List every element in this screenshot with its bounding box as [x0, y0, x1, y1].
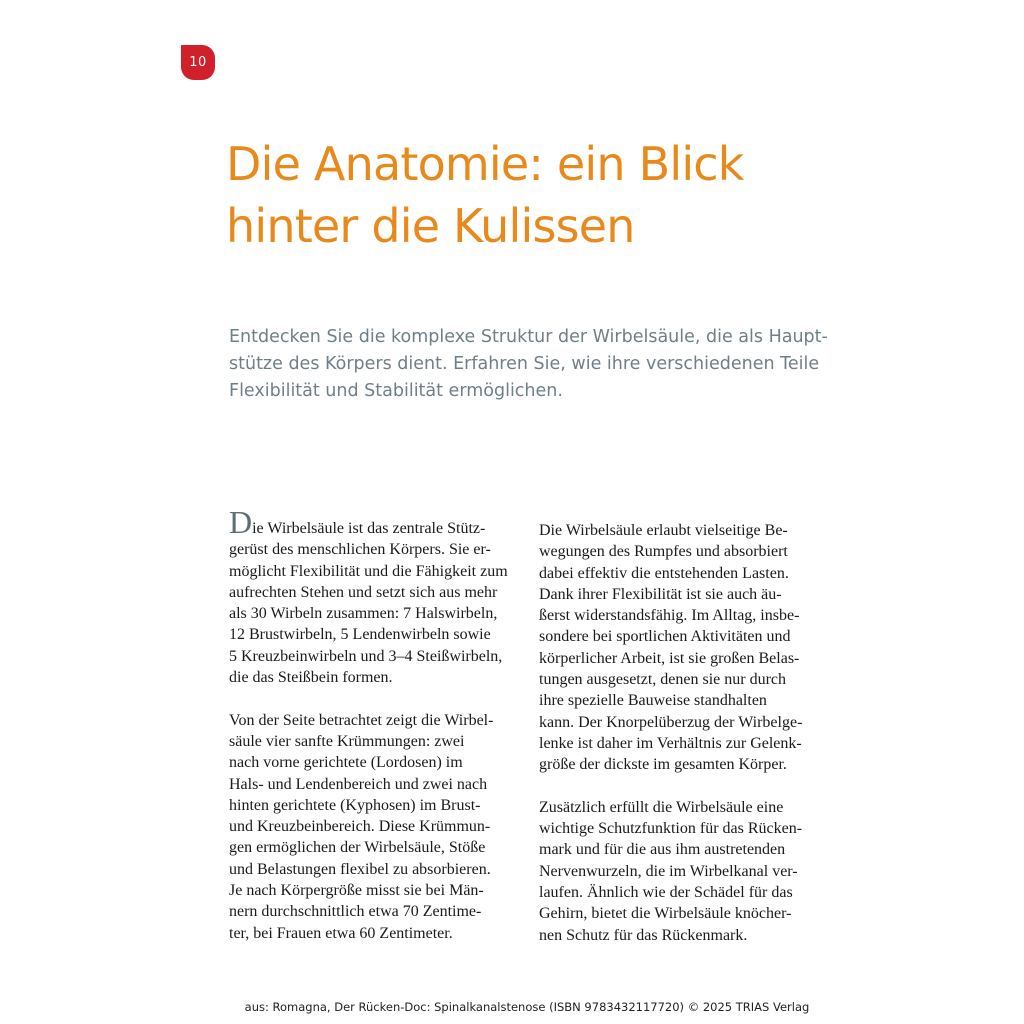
paragraph-line: ßerst widerstandsfähig. Im Alltag, insbe- — [539, 607, 800, 625]
paragraph-line: ihre spezielle Bauweise standhalten — [539, 692, 767, 710]
title-line: Die Anatomie: ein Blick — [226, 137, 744, 191]
title-line: hinter die Kulissen — [226, 199, 635, 253]
paragraph-line: Hals- und Lendenbereich und zwei nach — [229, 775, 488, 793]
intro-line: Entdecken Sie die komplexe Struktur der Wirbelsäule, die als Haupt- — [229, 327, 828, 347]
paragraph-line: mark und für die aus ihm austretenden — [539, 841, 786, 859]
page-title — [226, 133, 866, 257]
paragraph-line: aufrechten Stehen und setzt sich aus mehr — [229, 583, 498, 601]
body-column-right — [539, 520, 829, 967]
paragraph-line: wegungen des Rumpfes und absorbiert — [539, 543, 788, 561]
paragraph-line: Die Wirbelsäule erlaubt vielseitige Be- — [539, 522, 788, 539]
source-footer: aus: Romagna, Der Rücken-Doc: Spinalkanalstenose (ISBN 9783432117720) © 2025 TRIAS Verlag — [244, 1000, 810, 1014]
paragraph-line: Von der Seite betrachtet zeigt die Wirbel- — [229, 711, 494, 729]
paragraph-line — [229, 504, 519, 540]
paragraph-line: lenke ist daher im Verhältnis zur Gelenk- — [539, 734, 802, 752]
paragraph-line: laufen. Ähnlich wie der Schädel für das — [539, 884, 793, 902]
paragraph-line: hinten gerichtete (Kyphosen) im Brust- — [229, 796, 481, 814]
paragraph-line: kann. Der Knorpelüberzug der Wirbelge- — [539, 713, 803, 731]
paragraph — [229, 504, 519, 688]
intro-text — [229, 324, 839, 405]
paragraph — [539, 797, 829, 946]
page-number-badge — [181, 45, 215, 80]
paragraph-line: möglicht Flexibilität und die Fähigkeit zum — [229, 562, 508, 580]
paragraph-line: Zusätzlich erfüllt die Wirbelsäule eine — [539, 798, 784, 816]
paragraph-line: größe der dickste im gesamten Körper. — [539, 756, 787, 774]
paragraph-line: säule vier sanfte Krümmungen: zwei — [229, 732, 465, 750]
paragraph-line: nern durchschnittlich etwa 70 Zentime- — [229, 903, 482, 921]
paragraph-line: und Belastungen flexibel zu absorbieren. — [229, 860, 491, 878]
paragraph-line: Je nach Körpergröße misst sie bei Män- — [229, 882, 484, 900]
paragraph-line: nen Schutz für das Rückenmark. — [539, 926, 748, 944]
body-column-left — [229, 504, 519, 965]
paragraph-line: tungen ausgesetzt, denen sie nur durch — [539, 671, 787, 689]
paragraph-line-text: ie Wirbelsäule ist das zentrale Stütz- — [252, 520, 486, 537]
intro-line: Flexibilität und Stabilität ermöglichen. — [229, 381, 563, 401]
paragraph-line: 5 Kreuzbeinwirbeln und 3–4 Steißwirbeln, — [229, 647, 503, 665]
paragraph-line: gen ermöglichen der Wirbelsäule, Stöße — [229, 839, 486, 857]
drop-cap: D — [229, 504, 253, 540]
paragraph-line: 12 Brustwirbeln, 5 Lendenwirbeln sowie — [229, 626, 491, 644]
paragraph-line: sondere bei sportlichen Aktivitäten und — [539, 628, 791, 646]
paragraph-line: ter, bei Frauen etwa 60 Zentimeter. — [229, 924, 453, 942]
paragraph-line: dabei effektiv die entstehenden Lasten. — [539, 564, 789, 582]
paragraph-line: als 30 Wirbeln zusammen: 7 Halswirbeln, — [229, 605, 498, 623]
paragraph-line: gerüst des menschlichen Körpers. Sie er- — [229, 541, 491, 559]
paragraph-line: körperlicher Arbeit, ist sie großen Belas- — [539, 649, 800, 667]
intro-line: stütze des Körpers dient. Erfahren Sie, wie ihre verschiedenen Teile — [229, 354, 820, 374]
paragraph-line: Nervenwurzeln, die im Wirbelkanal ver- — [539, 862, 798, 880]
paragraph — [539, 520, 829, 776]
paragraph-line: Dank ihrer Flexibilität ist sie auch äu- — [539, 585, 782, 603]
paragraph-line: nach vorne gerichtete (Lordosen) im — [229, 754, 463, 772]
paragraph-line: die das Steißbein formen. — [229, 669, 393, 687]
paragraph — [229, 710, 519, 944]
paragraph-line: und Kreuzbeinbereich. Diese Krümmun- — [229, 818, 491, 836]
page-number: 10 — [189, 55, 207, 70]
paragraph-line: Gehirn, bietet die Wirbelsäule knöcher- — [539, 905, 792, 923]
paragraph-line: wichtige Schutzfunktion für das Rücken- — [539, 820, 803, 838]
